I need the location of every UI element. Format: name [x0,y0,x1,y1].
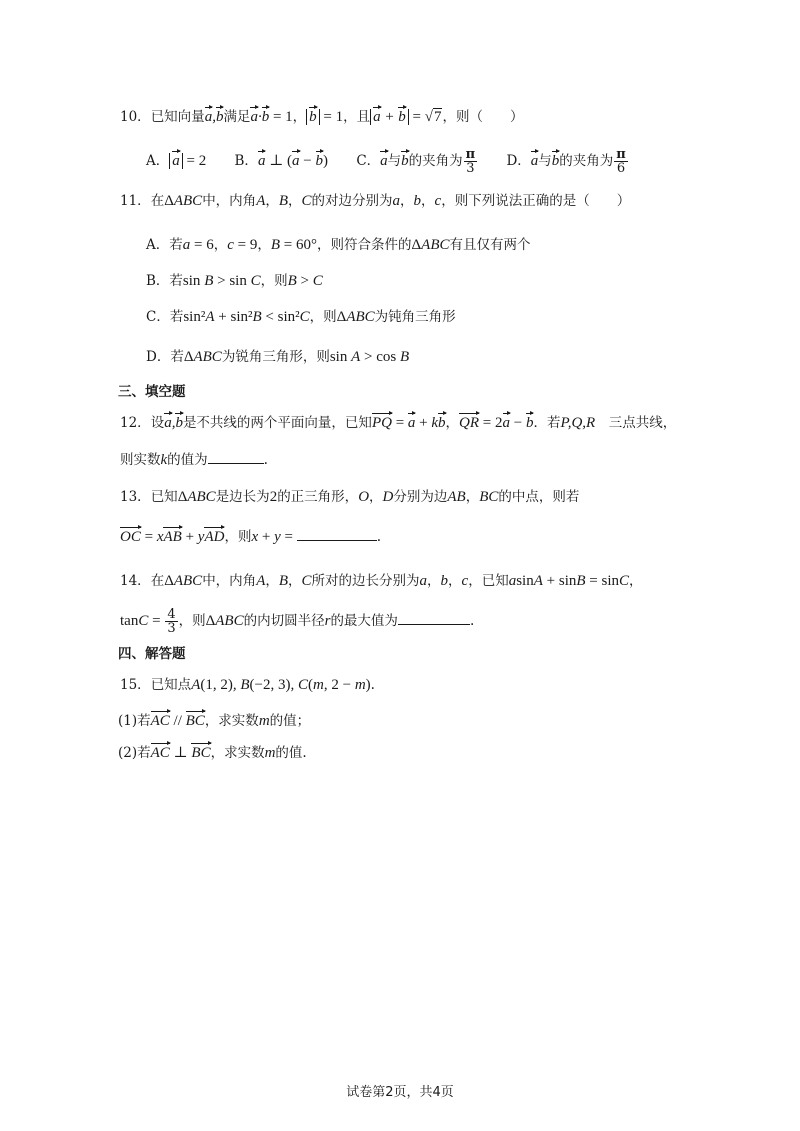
question-11-option-c: C．若sin²A + sin²B < sin²C，则ΔABC为钝角三角形 [146,309,456,325]
question-11-option-a: A．若a = 6，c = 9，B = 60°，则符合条件的ΔABC有且仅有两个 [146,237,531,253]
page-footer: 试卷第2页，共4页 [346,1085,454,1100]
question-number: 10． [120,109,151,125]
question-10: 10．已知向量a,b满足a·b = 1， b = 1，且 a + b = √7，则（ ） [120,106,523,128]
question-15-part-1: (1)若AC // BC，求实数m的值； [118,710,310,732]
option-a: A． a = 2 [146,153,206,169]
question-13-line-2: OC = xAB + yAD，则x + y = . [120,526,381,548]
question-12: 12．设a,b是不共线的两个平面向量，已知PQ = a + kb，QR = 2a − b．若P,Q,R 三点共线， [120,412,676,434]
answer-blank[interactable] [398,624,470,625]
question-14: 14．在ΔABC中，内角A，B，C所对的边长分别为a，b，c，已知asinA + sinB = sinC， [120,573,643,589]
question-11-option-d: D．若ΔABC为锐角三角形，则sin A > cos B [146,349,410,365]
question-11: 11．在ΔABC中，内角A，B，C的对边分别为a，b，c，则下列说法正确的是（ ） [120,193,631,209]
question-12-line-2: 则实数k的值为 . [120,452,268,468]
question-10-options [146,148,629,175]
option-c: C．a与b的夹角为 $\frac{\pi}{3}$ [356,147,476,176]
question-11-option-b: B．若sin B > sin C，则B > C [146,273,323,289]
question-15-part-2: (2)若AC ⊥ BC，求实数m的值. [118,742,307,764]
question-15: 15．已知点A(1, 2), B(−2, 3), C(m, 2 − m). [120,677,375,693]
section-heading-solutions: 四、解答题 [118,646,186,662]
section-heading-fill-in: 三、填空题 [118,384,186,400]
question-13: 13．已知ΔABC是边长为2的正三角形，O，D分别为边AB，BC的中点，则若 [120,489,580,505]
answer-blank[interactable] [297,540,377,541]
option-d: D．a与b的夹角为 $\frac{\pi}{6}$ [506,147,626,176]
option-b: B．a ⊥ (a − b) [235,153,329,169]
answer-blank[interactable] [208,463,264,464]
question-14-line-2: tanC = $\frac{4}{3}$ ，则ΔABC的内切圆半径r的最大值为 . [120,607,475,636]
